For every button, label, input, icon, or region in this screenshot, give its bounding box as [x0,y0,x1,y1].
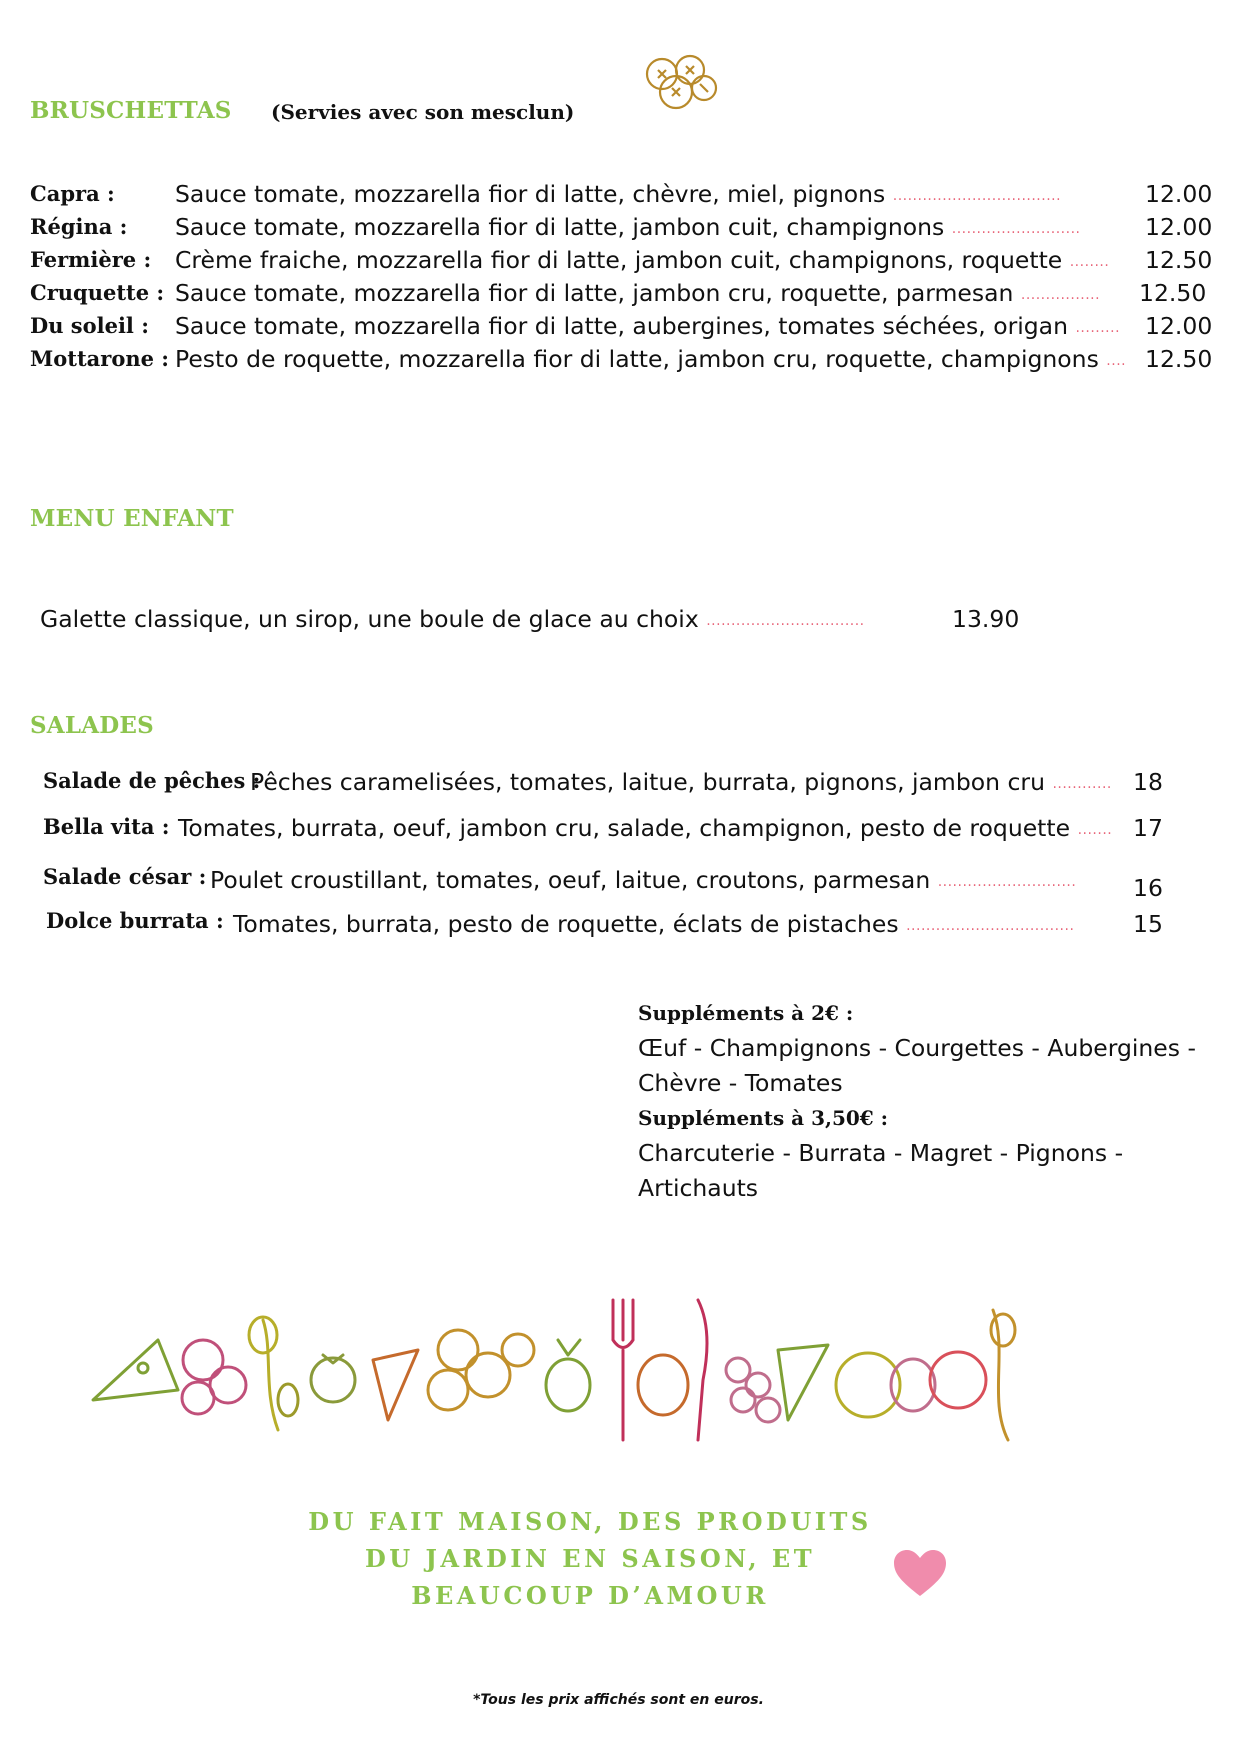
lemon-half-icon [638,1355,688,1415]
leader-dots: ........ [1069,254,1110,270]
salade-price: 16 [1133,874,1163,902]
item-description: Crème fraiche, mozzarella fior di latte, jambon cuit, champignons, roquette [175,246,1063,274]
salade-description: Poulet croustillant, tomates, oeuf, laitue, croutons, parmesan ............................ [210,866,1077,894]
item-price: 12.00 [1145,180,1213,208]
tomato-icon [311,1355,355,1402]
pizza-slice-icon [93,1340,178,1400]
salade-description: Pêches caramelisées, tomates, laitue, burrata, pignons, jambon cru ............ [250,768,1112,796]
menu-item-cruquette [30,277,1210,309]
menu-item-regina [30,211,1213,243]
item-name: Régina : [30,214,128,239]
item-price: 12.50 [1145,246,1213,274]
fig-icon [891,1359,935,1411]
fork-icon [613,1300,633,1440]
item-price: 12.50 [1145,345,1213,373]
salade-description: Tomates, burrata, oeuf, jambon cru, salade, champignon, pesto de roquette ....... [178,814,1113,842]
pizza-slice-icon [373,1350,418,1420]
item-price: 12.00 [1145,213,1213,241]
item-description: Sauce tomate, mozzarella fior di latte, jambon cru, roquette, parmesan [175,279,1014,307]
salade-name: Dolce burrata : [46,908,224,933]
salades-title: SALADES [30,712,154,739]
item-price: 13.90 [952,605,1020,633]
menu-item-fermiere [30,244,1213,276]
menu-enfant-title: MENU ENFANT [30,505,234,532]
salade-name: Bella vita : [43,814,170,839]
salade-price: 17 [1133,814,1163,842]
footnote: *Tous les prix affichés sont en euros. [473,1692,764,1708]
leader-dots: ................ [1020,287,1101,303]
item-description: Galette classique, un sirop, une boule de glace au choix [40,605,699,633]
berries-icon [726,1358,780,1422]
item-description: Sauce tomate, mozzarella fior di latte, chèvre, miel, pignons [175,180,886,208]
salade-name: Salade de pêches : [43,768,261,793]
tagline: DU FAIT MAISON, DES PRODUITS DU JARDIN EN SAISON, ET BEAUCOUP D’AMOUR [308,1507,872,1610]
knife-icon [698,1300,707,1440]
item-price: 12.00 [1145,312,1213,340]
tomato-icon [182,1340,246,1414]
pizza-slice-icon [778,1345,828,1420]
supplements-2-items: Œuf - Champignons - Courgettes - Aubergines - Chèvre - Tomates [638,1034,1196,1097]
tomato-branch-icon [428,1330,534,1410]
leader-dots: .... [1106,353,1127,369]
salade-price: 18 [1133,768,1163,796]
tomato-branch-icon [640,52,720,114]
item-description: Sauce tomate, mozzarella fior di latte, aubergines, tomates séchées, origan [175,312,1068,340]
pizza-icon [930,1352,986,1408]
bruschettas-note: (Servies avec son mesclun) [271,100,575,124]
salade-name: Salade césar : [43,864,207,889]
item-name: Capra : [30,181,115,206]
item-name: Du soleil : [30,313,149,338]
lime-icon [546,1340,590,1411]
lemon-branch-icon [993,1310,1008,1440]
leader-dots: ................................ [706,613,865,629]
item-description: Sauce tomate, mozzarella fior di latte, jambon cuit, champignons [175,213,945,241]
leader-dots: ......... [1075,320,1121,336]
supplements-2-label: Suppléments à 2€ : [638,1001,854,1025]
salade-description: Tomates, burrata, pesto de roquette, éclats de pistaches .................................. [233,910,1075,938]
supplements-350-label: Suppléments à 3,50€ : [638,1106,889,1130]
menu-item-mottarone [30,343,1213,375]
supplements-350-items: Charcuterie - Burrata - Magret - Pignons - Artichauts [638,1139,1124,1202]
food-illustration-band [88,1290,1038,1450]
item-name: Fermière : [30,247,152,272]
menu-item-du-soleil [30,310,1213,342]
supplements-block [638,996,1198,1206]
leader-dots: .................................. [892,188,1062,204]
item-price: 12.50 [1139,279,1207,307]
menu-enfant-item [40,603,865,637]
item-name: Mottarone : [30,346,170,371]
item-description: Pesto de roquette, mozzarella fior di latte, jambon cru, roquette, champignons [175,345,1099,373]
leader-dots: .......................... [951,221,1081,237]
item-name: Cruquette : [30,280,165,305]
salade-price: 15 [1133,910,1163,938]
heart-icon [892,1548,948,1598]
menu-item-capra [30,178,1213,210]
bruschettas-title: BRUSCHETTAS [30,97,232,124]
